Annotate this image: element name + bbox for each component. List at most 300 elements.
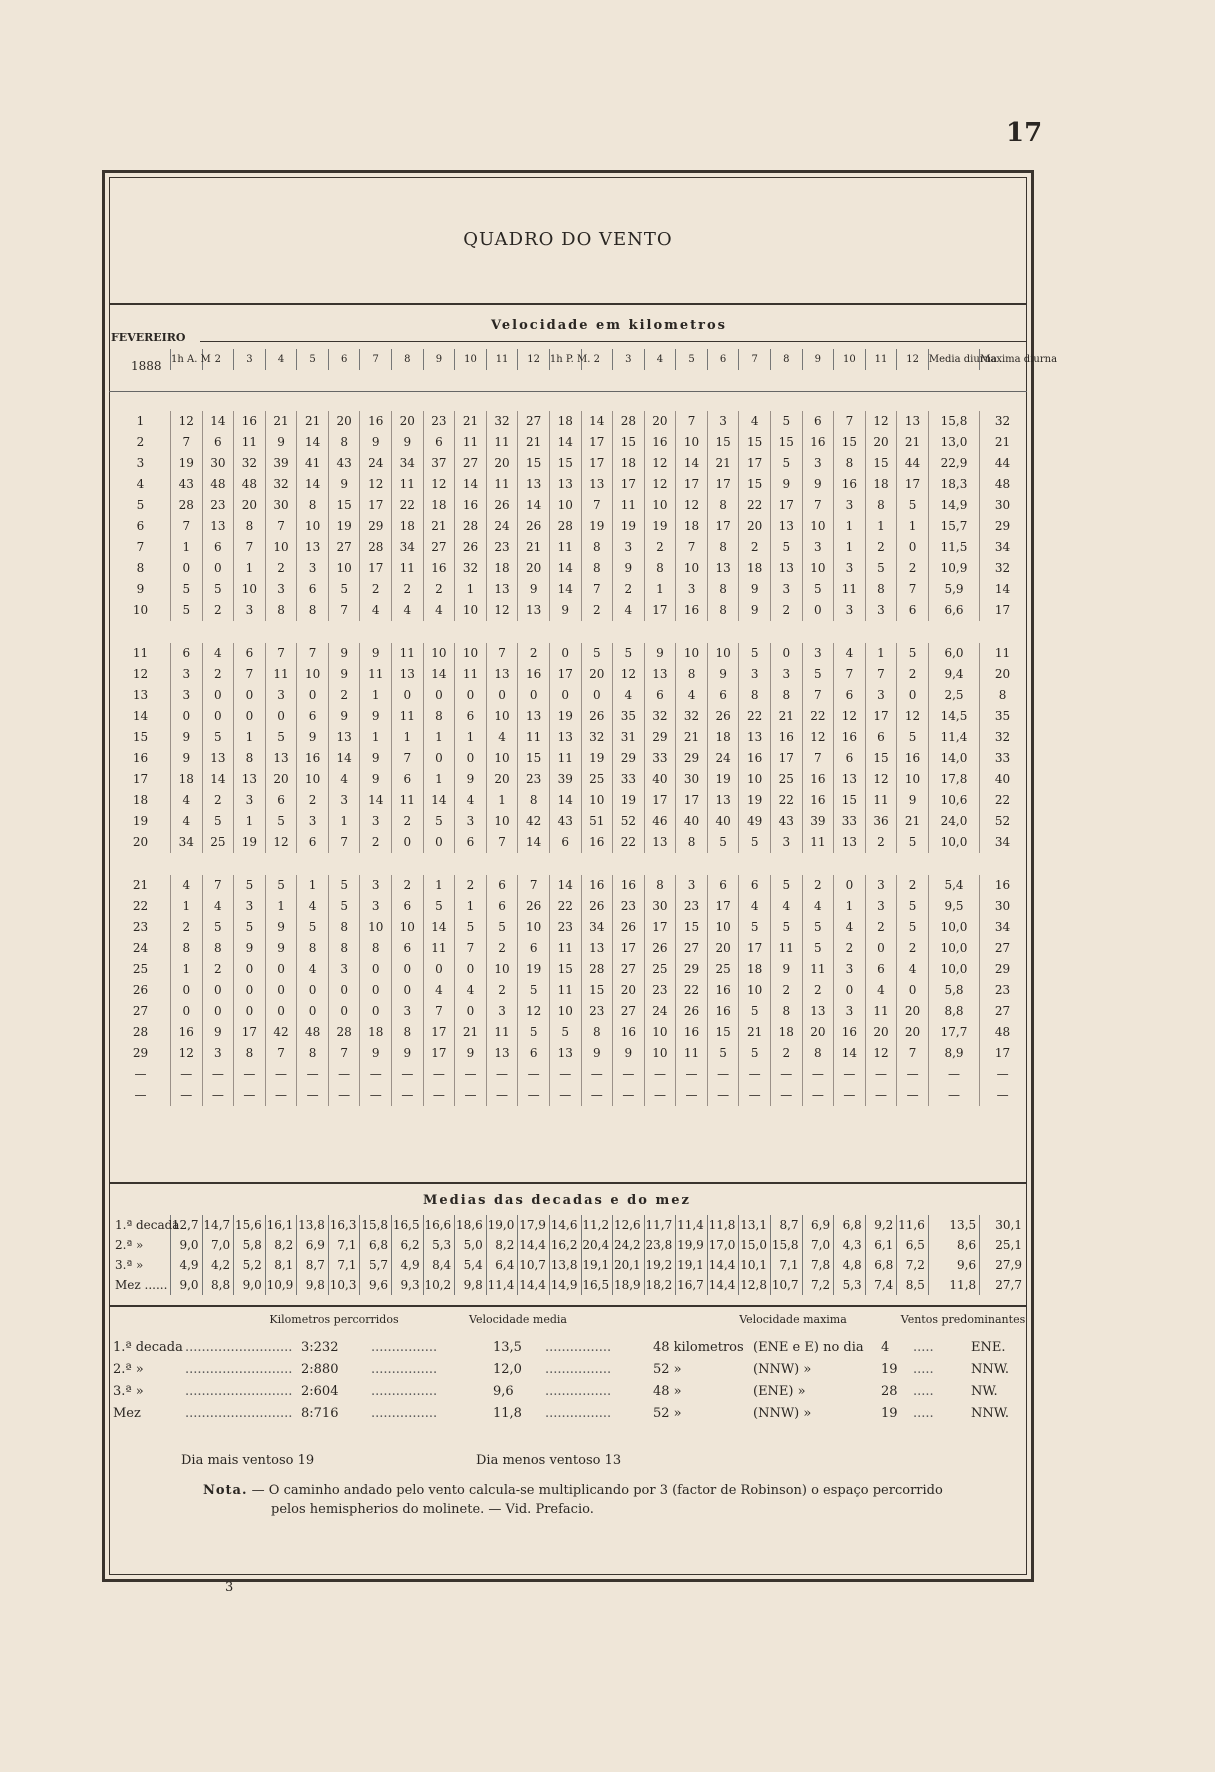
value-cell: 1 <box>234 558 266 579</box>
value-cell: 18 <box>676 516 708 537</box>
medias-value: 12,7 <box>170 1215 202 1235</box>
value-cell: 9 <box>455 769 487 790</box>
value-cell: 21 <box>707 453 739 474</box>
value-cell: 10 <box>486 748 518 769</box>
value-cell: 4 <box>802 896 834 917</box>
value-cell: 0 <box>170 1001 202 1022</box>
value-cell: 14 <box>423 917 455 938</box>
value-cell: 3 <box>170 685 202 706</box>
value-cell: 29 <box>360 516 392 537</box>
value-cell: 6 <box>455 832 487 853</box>
value-cell: 3 <box>834 1001 866 1022</box>
value-cell: 10,9 <box>928 558 979 579</box>
value-cell: 48 <box>980 1022 1025 1043</box>
table-row <box>111 474 1025 495</box>
value-cell: 33 <box>980 748 1025 769</box>
dash-cell: — <box>297 1064 329 1085</box>
value-cell: 10 <box>486 706 518 727</box>
value-cell: 16 <box>707 1001 739 1022</box>
value-cell: 20 <box>865 432 897 453</box>
medias-value: 11,6 <box>897 1215 929 1235</box>
value-cell: 17 <box>423 1043 455 1064</box>
value-cell: 0 <box>265 1001 297 1022</box>
value-cell: 9 <box>328 643 360 664</box>
value-cell: 16 <box>802 769 834 790</box>
value-cell: 0 <box>455 748 487 769</box>
value-cell: 21 <box>739 1022 771 1043</box>
value-cell: 8 <box>234 1043 266 1064</box>
medias-value: 8,7 <box>770 1215 802 1235</box>
value-cell: 26 <box>581 896 613 917</box>
value-cell: 13 <box>518 600 550 621</box>
value-cell: 13 <box>234 769 266 790</box>
value-cell: 17 <box>770 748 802 769</box>
value-cell: 19 <box>707 769 739 790</box>
value-cell: 36 <box>865 811 897 832</box>
value-cell: 9 <box>360 706 392 727</box>
value-cell: 20 <box>897 1022 929 1043</box>
medias-value: 9,0 <box>234 1275 266 1295</box>
value-cell: 8 <box>676 664 708 685</box>
value-cell: 11 <box>486 1022 518 1043</box>
value-cell: 13 <box>328 727 360 748</box>
value-cell: 8 <box>297 938 329 959</box>
value-cell: 6 <box>297 832 329 853</box>
medias-value: 6,9 <box>297 1235 329 1255</box>
value-cell: 7 <box>897 1043 929 1064</box>
value-cell: 0 <box>423 748 455 769</box>
value-cell: 29 <box>613 748 645 769</box>
value-cell: 7 <box>234 664 266 685</box>
hour-header <box>111 349 1058 370</box>
value-cell: 3 <box>770 832 802 853</box>
value-cell: 9 <box>392 1043 424 1064</box>
summary-dia: 19 <box>881 1362 898 1377</box>
value-cell: 24 <box>360 453 392 474</box>
value-cell: 39 <box>265 453 297 474</box>
summary-vmed: 9,6 <box>493 1384 514 1399</box>
medias-value: 6,1 <box>865 1235 897 1255</box>
dash-cell: — <box>423 1064 455 1085</box>
value-cell: 5 <box>202 811 234 832</box>
value-cell: 11 <box>549 537 581 558</box>
value-cell: 10,0 <box>928 832 979 853</box>
value-cell: 6 <box>865 959 897 980</box>
summary-vmax: 48 kilometros <box>653 1340 744 1355</box>
table-row <box>111 579 1025 600</box>
medias-value: 7,1 <box>328 1235 360 1255</box>
value-cell: 3 <box>739 664 771 685</box>
medias-value: 8,4 <box>423 1255 455 1275</box>
value-cell: 48 <box>234 474 266 495</box>
value-cell: 11 <box>392 790 424 811</box>
table-row <box>111 811 1025 832</box>
value-cell: 10 <box>644 495 676 516</box>
value-cell: 12 <box>676 495 708 516</box>
value-cell: 33 <box>834 811 866 832</box>
value-cell: 52 <box>613 811 645 832</box>
value-cell: 13 <box>549 727 581 748</box>
value-cell: 16 <box>360 411 392 432</box>
medias-value: 7,8 <box>802 1255 834 1275</box>
medias-value: 16,2 <box>549 1235 581 1255</box>
dash-cell: — <box>455 1064 487 1085</box>
value-cell: 5 <box>897 495 929 516</box>
value-cell: 27 <box>980 1001 1025 1022</box>
value-cell: 11 <box>865 1001 897 1022</box>
dash-cell: — <box>707 1064 739 1085</box>
value-cell: 1 <box>360 685 392 706</box>
medias-value: 10,1 <box>739 1255 771 1275</box>
value-cell: 17 <box>234 1022 266 1043</box>
value-cell: 1 <box>423 727 455 748</box>
value-cell: 1 <box>392 727 424 748</box>
header-hour: 2 <box>202 349 234 370</box>
value-cell: 20 <box>980 664 1025 685</box>
day-cell: 20 <box>132 835 149 849</box>
value-cell: 34 <box>170 832 202 853</box>
value-cell: 6 <box>234 643 266 664</box>
value-cell: 15 <box>549 453 581 474</box>
value-cell: 24 <box>486 516 518 537</box>
header-hour: 4 <box>644 349 676 370</box>
medias-value: 4,9 <box>170 1255 202 1275</box>
value-cell: 10 <box>739 980 771 1001</box>
value-cell: 2 <box>202 600 234 621</box>
day-cell: 28 <box>132 1025 149 1039</box>
value-cell: 3 <box>265 685 297 706</box>
value-cell: 13 <box>707 558 739 579</box>
summary-label: 1.ª decada <box>113 1340 183 1355</box>
section-velocity-title: Velocidade em kilometros <box>491 318 728 333</box>
wind-data-table <box>111 411 1025 1106</box>
value-cell: 24 <box>707 748 739 769</box>
medias-value: 16,6 <box>423 1215 455 1235</box>
value-cell: 10 <box>518 917 550 938</box>
value-cell: 5 <box>202 579 234 600</box>
value-cell: 20 <box>739 516 771 537</box>
day-cell: 17 <box>132 772 149 786</box>
value-cell: 32 <box>980 411 1025 432</box>
day-cell: 9 <box>136 582 145 596</box>
value-cell: 11 <box>360 664 392 685</box>
value-cell: 21 <box>297 411 329 432</box>
value-cell: 2 <box>202 790 234 811</box>
day-cell: 29 <box>132 1046 149 1060</box>
value-cell: 0 <box>265 959 297 980</box>
value-cell: 19 <box>328 516 360 537</box>
value-cell: 26 <box>707 706 739 727</box>
value-cell: 11 <box>676 1043 708 1064</box>
medias-value: 4,9 <box>392 1255 424 1275</box>
value-cell: 17 <box>739 938 771 959</box>
value-cell: 12 <box>265 832 297 853</box>
value-cell: 21 <box>423 516 455 537</box>
value-cell: 27 <box>980 938 1025 959</box>
medias-value: 14,4 <box>518 1235 550 1255</box>
value-cell: 28 <box>613 411 645 432</box>
value-cell: 30 <box>980 896 1025 917</box>
value-cell: 8 <box>170 938 202 959</box>
value-cell: 30 <box>676 769 708 790</box>
medias-value: 15,0 <box>739 1235 771 1255</box>
value-cell: 25 <box>202 832 234 853</box>
value-cell: 17 <box>613 938 645 959</box>
value-cell: 32 <box>676 706 708 727</box>
value-cell: 1 <box>265 896 297 917</box>
value-cell: 0 <box>202 706 234 727</box>
header-hour: 3 <box>613 349 645 370</box>
value-cell: 40 <box>707 811 739 832</box>
value-cell: 3 <box>234 896 266 917</box>
dash-cell: — <box>770 1085 802 1106</box>
value-cell: 22 <box>676 980 708 1001</box>
value-cell: 1 <box>234 811 266 832</box>
value-cell: 3 <box>802 537 834 558</box>
value-cell: 34 <box>392 453 424 474</box>
value-cell: 5 <box>770 453 802 474</box>
table-row <box>111 959 1025 980</box>
value-cell: 5 <box>897 832 929 853</box>
value-cell: 15 <box>328 495 360 516</box>
table-row <box>111 896 1025 917</box>
value-cell: 8 <box>297 1043 329 1064</box>
value-cell: 15 <box>613 432 645 453</box>
medias-value: 8,5 <box>897 1275 929 1295</box>
value-cell: 21 <box>455 1022 487 1043</box>
value-cell: 20 <box>486 769 518 790</box>
value-cell: 9 <box>202 1022 234 1043</box>
value-cell: 14 <box>549 875 581 896</box>
value-cell: 20 <box>518 558 550 579</box>
value-cell: 0 <box>234 706 266 727</box>
value-cell: 5 <box>423 811 455 832</box>
dash-cell: — <box>134 1067 147 1081</box>
medias-value: 13,5 <box>928 1215 979 1235</box>
header-km: Kilometros percorridos <box>269 1313 399 1326</box>
value-cell: 19 <box>170 453 202 474</box>
value-cell: 7 <box>423 1001 455 1022</box>
value-cell: 8 <box>360 938 392 959</box>
value-cell: 6 <box>707 685 739 706</box>
value-cell: 16 <box>581 875 613 896</box>
day-cell: 27 <box>132 1004 149 1018</box>
table-row <box>111 938 1025 959</box>
value-cell: 11 <box>265 664 297 685</box>
value-cell: 9 <box>770 474 802 495</box>
value-cell: 4 <box>423 600 455 621</box>
value-cell: 16 <box>234 411 266 432</box>
value-cell: 5 <box>518 1022 550 1043</box>
value-cell: 41 <box>297 453 329 474</box>
dash-cell: — <box>581 1064 613 1085</box>
value-cell: 6,0 <box>928 643 979 664</box>
value-cell: 0 <box>170 980 202 1001</box>
value-cell: 2 <box>202 664 234 685</box>
medias-value: 24,2 <box>613 1235 645 1255</box>
value-cell: 19 <box>549 706 581 727</box>
value-cell: 4 <box>170 811 202 832</box>
value-cell: 17 <box>613 474 645 495</box>
value-cell: 0 <box>455 1001 487 1022</box>
value-cell: 16 <box>613 1022 645 1043</box>
value-cell: 13 <box>202 516 234 537</box>
dash-cell: — <box>676 1085 708 1106</box>
header-hour: 10 <box>455 349 487 370</box>
value-cell: 5 <box>581 643 613 664</box>
value-cell: 20 <box>581 664 613 685</box>
value-cell: 15 <box>549 959 581 980</box>
value-cell: 15 <box>707 432 739 453</box>
value-cell: 12 <box>865 769 897 790</box>
value-cell: 18 <box>423 495 455 516</box>
dash-cell: — <box>134 1088 147 1102</box>
value-cell: 5,4 <box>928 875 979 896</box>
dash-cell: — <box>297 1085 329 1106</box>
value-cell: 11 <box>613 495 645 516</box>
value-cell: 10 <box>644 1022 676 1043</box>
value-cell: 7 <box>897 579 929 600</box>
value-cell: 0 <box>360 980 392 1001</box>
value-cell: 5 <box>328 875 360 896</box>
summary-dia: 4 <box>881 1340 890 1355</box>
value-cell: 16 <box>739 748 771 769</box>
value-cell: 10 <box>802 516 834 537</box>
header-hour: 12 <box>518 349 550 370</box>
medias-value: 23,8 <box>644 1235 676 1255</box>
value-cell: 19 <box>234 832 266 853</box>
value-cell: 13 <box>549 1043 581 1064</box>
value-cell: 11 <box>980 643 1025 664</box>
header-hour: 1h P. M. <box>549 349 581 370</box>
value-cell: 4 <box>423 980 455 1001</box>
value-cell: 3 <box>328 790 360 811</box>
value-cell: 12 <box>423 474 455 495</box>
value-cell: 16 <box>518 664 550 685</box>
value-cell: 11 <box>455 432 487 453</box>
medias-value: 4,2 <box>202 1255 234 1275</box>
table-row <box>111 537 1025 558</box>
value-cell: 8 <box>644 558 676 579</box>
value-cell: 16 <box>676 1022 708 1043</box>
value-cell: 9,5 <box>928 896 979 917</box>
value-cell: 12 <box>170 1043 202 1064</box>
value-cell: 13 <box>802 1001 834 1022</box>
value-cell: 4 <box>202 896 234 917</box>
header-hour: 6 <box>328 349 360 370</box>
value-cell: 26 <box>644 938 676 959</box>
value-cell: 39 <box>549 769 581 790</box>
value-cell: 16 <box>707 980 739 1001</box>
value-cell: 27 <box>676 938 708 959</box>
medias-value: 18,6 <box>455 1215 487 1235</box>
value-cell: 3 <box>802 643 834 664</box>
value-cell: 20 <box>328 411 360 432</box>
value-cell: 22 <box>802 706 834 727</box>
value-cell: 0 <box>865 938 897 959</box>
value-cell: 17 <box>644 790 676 811</box>
value-cell: 11 <box>392 474 424 495</box>
value-cell: 29 <box>644 727 676 748</box>
value-cell: 5 <box>897 917 929 938</box>
section-medias-title: Medias das decadas e do mez <box>423 1193 691 1208</box>
value-cell: 12 <box>865 411 897 432</box>
value-cell: 11 <box>518 727 550 748</box>
value-cell: 5 <box>770 537 802 558</box>
value-cell: 13 <box>644 832 676 853</box>
value-cell: 8 <box>770 685 802 706</box>
header-hour: 8 <box>392 349 424 370</box>
value-cell: 13 <box>834 832 866 853</box>
value-cell: 19 <box>644 516 676 537</box>
value-cell: 30 <box>265 495 297 516</box>
value-cell: 4 <box>297 896 329 917</box>
table-row <box>111 790 1025 811</box>
summary-vmed: 13,5 <box>493 1340 522 1355</box>
value-cell: 10 <box>328 558 360 579</box>
value-cell: 15 <box>518 453 550 474</box>
header-hour: 7 <box>739 349 771 370</box>
value-cell: 23 <box>581 1001 613 1022</box>
value-cell: 8 <box>707 537 739 558</box>
table-row <box>111 664 1025 685</box>
value-cell: 11 <box>392 643 424 664</box>
medias-value: 17,9 <box>518 1215 550 1235</box>
value-cell: 10,0 <box>928 917 979 938</box>
value-cell: 33 <box>613 769 645 790</box>
value-cell: 2 <box>392 811 424 832</box>
value-cell: 5 <box>297 917 329 938</box>
value-cell: 16 <box>802 790 834 811</box>
value-cell: 5 <box>423 896 455 917</box>
value-cell: 5 <box>770 411 802 432</box>
value-cell: 23 <box>676 896 708 917</box>
medias-value: 5,3 <box>423 1235 455 1255</box>
value-cell: 8 <box>234 516 266 537</box>
value-cell: 26 <box>455 537 487 558</box>
value-cell: 7 <box>234 537 266 558</box>
value-cell: 19 <box>613 790 645 811</box>
medias-value: 25,1 <box>980 1235 1025 1255</box>
value-cell: 42 <box>265 1022 297 1043</box>
month-label: FEVEREIRO <box>111 331 186 344</box>
value-cell: 20 <box>234 495 266 516</box>
value-cell: 13 <box>549 474 581 495</box>
value-cell: 7 <box>518 875 550 896</box>
summary-km: 8:716 <box>301 1406 339 1421</box>
medias-label: Mez ...... <box>115 1278 168 1292</box>
value-cell: 9 <box>707 664 739 685</box>
medias-value: 5,7 <box>360 1255 392 1275</box>
value-cell: 6 <box>834 685 866 706</box>
table-row <box>111 1043 1025 1064</box>
value-cell: 24 <box>644 1001 676 1022</box>
value-cell: 22 <box>739 706 771 727</box>
value-cell: 18 <box>549 411 581 432</box>
value-cell: 17 <box>770 495 802 516</box>
value-cell: 3 <box>865 685 897 706</box>
medias-value: 6,5 <box>897 1235 929 1255</box>
value-cell: 7 <box>328 600 360 621</box>
value-cell: 17 <box>707 474 739 495</box>
value-cell: 5 <box>707 1043 739 1064</box>
table-row <box>111 643 1025 664</box>
value-cell: 10,0 <box>928 959 979 980</box>
value-cell: 6 <box>486 875 518 896</box>
value-cell: 20 <box>392 411 424 432</box>
value-cell: 0 <box>486 685 518 706</box>
header-hour: 7 <box>360 349 392 370</box>
